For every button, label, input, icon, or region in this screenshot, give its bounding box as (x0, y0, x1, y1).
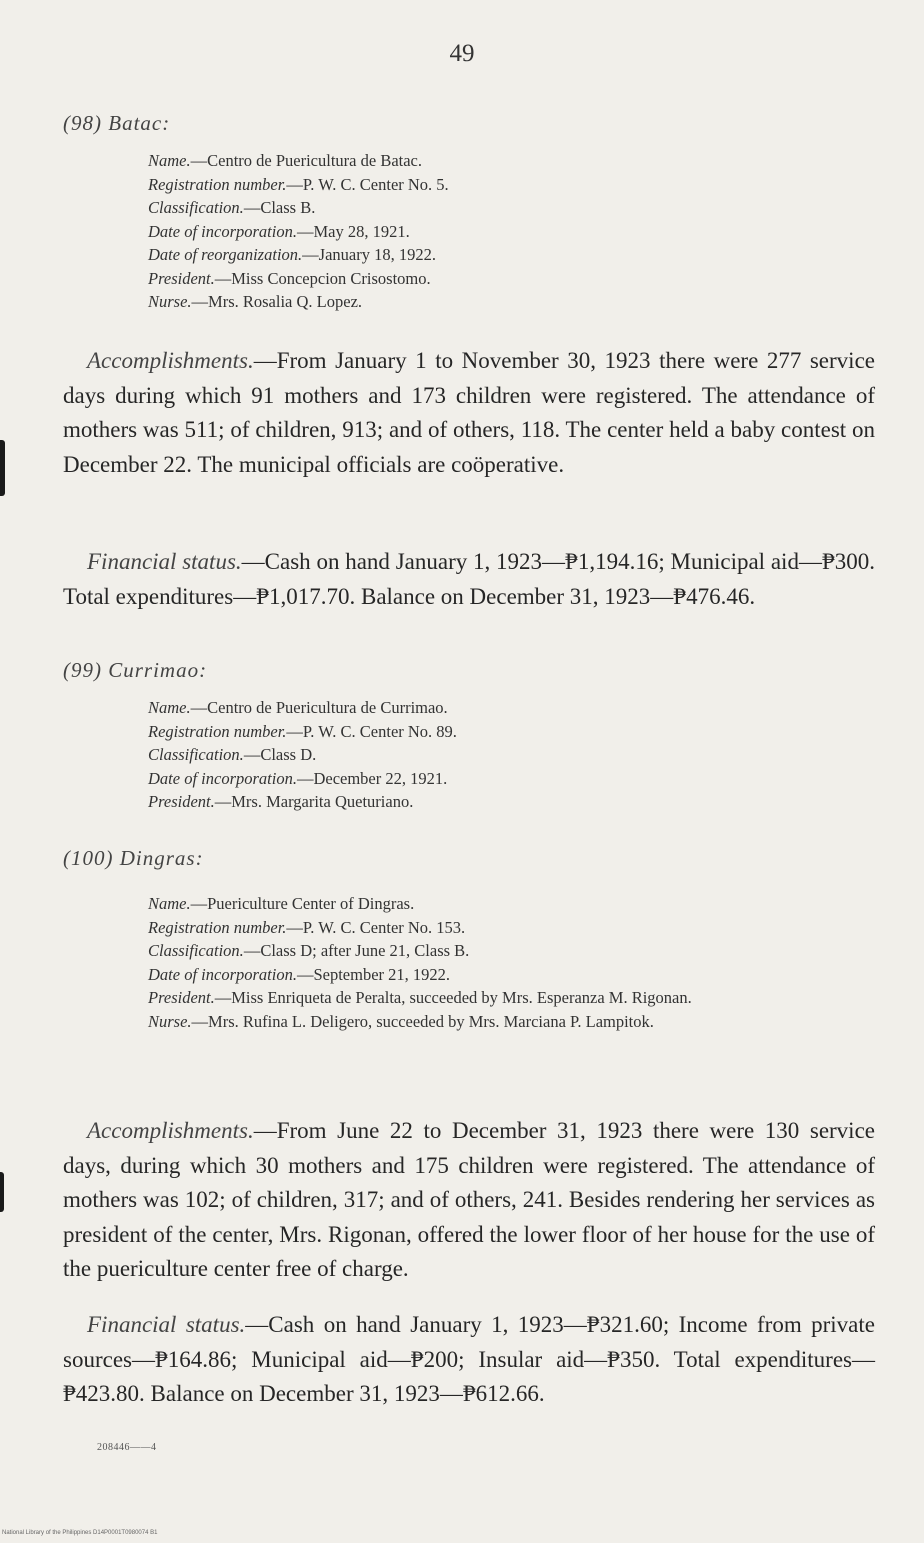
detail-line: President.—Mrs. Margarita Queturiano. (148, 792, 414, 811)
page-number: 49 (449, 40, 475, 67)
detail-line: Nurse.—Mrs. Rosalia Q. Lopez. (148, 292, 363, 311)
detail-line: Classification.—Class D. (148, 745, 317, 764)
detail-line: Date of incorporation.—September 21, 1922. (148, 964, 451, 984)
detail-line: Date of incorporation.—May 28, 1921. (148, 221, 410, 241)
detail-line: Name.—Centro de Puericultura de Currimao. (148, 698, 448, 717)
batac-accomplishments: Accomplishments.—From January 1 to November 30, 1923 there were 277 service days during which 91 mothers and 173 children were registered. The attendance of mothers was 511; of children, 913; and of others, 118. The center held a baby contest on December 22. The municipal officials are coöperative. (63, 348, 875, 477)
batac-details (148, 149, 878, 314)
dingras-accomplishments: Accomplishments.—From June 22 to December 31, 1923 there were 130 service days, during which 30 mothers and 175 children were registered. The attendance of mothers was 102; of children, 317; and of others, 241. Besides rendering her services as president of the center, Mrs. Rigonan, offered the lower floor of her house for the use of the puericulture center free of charge. (63, 1118, 875, 1281)
currimao-details (148, 696, 878, 814)
detail-line: Registration number.—P. W. C. Center No. 5. (148, 174, 449, 194)
section-heading-batac: (98) Batac: (63, 111, 171, 135)
detail-line: Name.—Centro de Puericultura de Batac. (148, 151, 423, 170)
dingras-details (148, 892, 878, 1033)
printer-signature: 208446——4 (97, 1442, 157, 1453)
binding-mark (0, 440, 5, 496)
section-heading-currimao: (99) Currimao: (63, 658, 208, 682)
detail-line: Date of reorganization.—January 18, 1922. (148, 245, 436, 264)
section-heading-dingras: (100) Dingras: (63, 846, 204, 870)
detail-line: President.—Miss Concepcion Crisostomo. (148, 268, 431, 288)
detail-line: Name.—Puericulture Center of Dingras. (148, 894, 415, 913)
detail-line: Classification.—Class D; after June 21, Class B. (148, 941, 470, 960)
detail-line: Classification.—Class B. (148, 198, 316, 217)
digitization-imprint: National Library of the Philippines D14P0001T0980074 B1 (2, 1530, 158, 1536)
detail-line: Registration number.—P. W. C. Center No. 153. (148, 917, 466, 937)
detail-line: President.—Miss Enriqueta de Peralta, succeeded by Mrs. Esperanza M. Rigonan. (148, 988, 692, 1007)
batac-financial-status: Financial status.—Cash on hand January 1, 1923—₱1,194.16; Municipal aid—₱300. Total expenditures—₱1,017.70. Balance on December 31, 1923—₱476.46. (63, 549, 875, 609)
detail-line: Nurse.—Mrs. Rufina L. Deligero, succeeded by Mrs. Marciana P. Lampitok. (148, 1011, 654, 1031)
binding-mark (0, 1172, 4, 1212)
detail-line: Registration number.—P. W. C. Center No. 89. (148, 721, 457, 741)
detail-line: Date of incorporation.—December 22, 1921. (148, 768, 448, 788)
dingras-financial-status: Financial status.—Cash on hand January 1, 1923—₱321.60; Income from private sources—₱164.86; Municipal aid—₱200; Insular aid—₱350. Total expenditures—₱423.80. Balance on December 31, 1923—₱612.66. (63, 1312, 875, 1406)
